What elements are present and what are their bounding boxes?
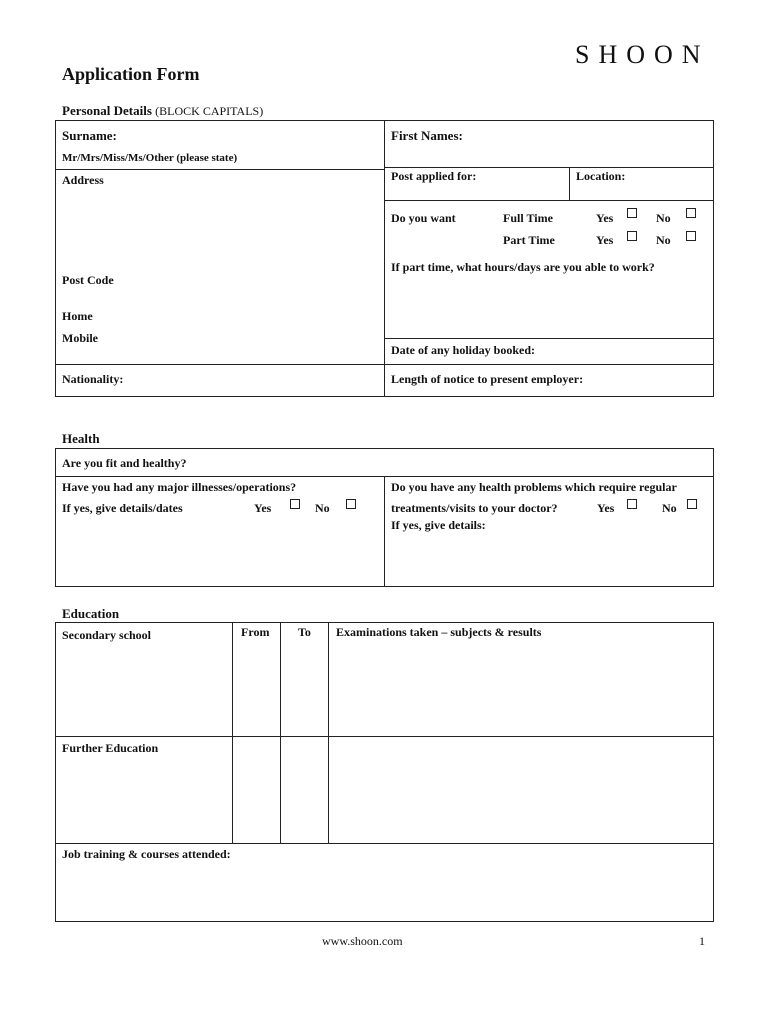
job-training-label: Job training & courses attended:	[62, 847, 231, 861]
illness-question: Have you had any major illnesses/operations?	[62, 480, 297, 494]
part-time-no-checkbox[interactable]	[686, 231, 696, 241]
surname-label: Surname:	[62, 128, 117, 143]
further-education-label: Further Education	[62, 741, 159, 755]
secondary-school-label: Secondary school	[62, 628, 152, 642]
personal-heading-note: (BLOCK CAPITALS)	[155, 104, 264, 118]
education-line-2	[55, 843, 714, 844]
personal-line-right-3	[384, 338, 714, 339]
health-heading: Health	[62, 431, 100, 446]
home-phone-label: Home	[62, 309, 93, 323]
personal-line-right-1	[384, 167, 714, 168]
part-time-hours-question: If part time, what hours/days are you able to work?	[391, 260, 655, 274]
footer-url: www.shoon.com	[322, 934, 403, 948]
part-time-yes-checkbox[interactable]	[627, 231, 637, 241]
full-time-no-checkbox[interactable]	[686, 208, 696, 218]
education-divider-3	[328, 622, 329, 843]
do-you-want-label: Do you want	[391, 211, 456, 225]
personal-line-right-2	[384, 200, 714, 201]
education-divider-2	[280, 622, 281, 843]
mobile-label: Mobile	[62, 331, 98, 345]
health-problems-question-2: treatments/visits to your doctor?	[391, 501, 558, 515]
education-table	[55, 622, 714, 922]
illness-no-checkbox[interactable]	[346, 499, 356, 509]
personal-divider	[384, 120, 385, 397]
health-problems-question-1: Do you have any health problems which require regular	[391, 480, 677, 494]
post-location-divider	[569, 167, 570, 200]
personal-heading-text: Personal Details	[62, 103, 152, 118]
part-time-label: Part Time	[503, 233, 555, 247]
fit-healthy-question: Are you fit and healthy?	[62, 456, 187, 470]
health-problems-yes-checkbox[interactable]	[627, 499, 637, 509]
personal-details-heading	[62, 103, 263, 119]
education-line-1	[55, 736, 714, 737]
nationality-label: Nationality:	[62, 372, 124, 386]
health-problems-yes-label: Yes	[597, 501, 615, 515]
exams-column-header: Examinations taken – subjects & results	[336, 625, 542, 639]
education-divider-1	[232, 622, 233, 843]
personal-line-bottom	[55, 364, 714, 365]
to-column-header: To	[298, 625, 311, 639]
from-column-header: From	[241, 625, 270, 639]
part-time-yes-label: Yes	[596, 233, 614, 247]
first-names-label: First Names:	[391, 128, 463, 143]
location-label: Location:	[576, 169, 626, 183]
page-number: 1	[699, 934, 705, 948]
post-code-label: Post Code	[62, 273, 114, 287]
illness-yes-checkbox[interactable]	[290, 499, 300, 509]
part-time-no-label: No	[656, 233, 671, 247]
full-time-yes-label: Yes	[596, 211, 614, 225]
page-title: Application Form	[62, 64, 200, 84]
illness-yes-label: Yes	[254, 501, 272, 515]
holiday-label: Date of any holiday booked:	[391, 343, 536, 357]
health-problems-no-label: No	[662, 501, 677, 515]
full-time-no-label: No	[656, 211, 671, 225]
address-label: Address	[62, 173, 104, 187]
post-applied-label: Post applied for:	[391, 169, 477, 183]
full-time-yes-checkbox[interactable]	[627, 208, 637, 218]
title-label: Mr/Mrs/Miss/Ms/Other (please state)	[62, 152, 238, 164]
illness-details-label: If yes, give details/dates	[62, 501, 183, 515]
personal-line-left-1	[55, 169, 384, 170]
brand-logo: SHOON	[575, 40, 710, 69]
education-heading: Education	[62, 606, 120, 621]
illness-no-label: No	[315, 501, 330, 515]
health-problems-no-checkbox[interactable]	[687, 499, 697, 509]
notice-label: Length of notice to present employer:	[391, 372, 584, 386]
health-divider	[384, 476, 385, 587]
health-problems-details-label: If yes, give details:	[391, 518, 486, 532]
full-time-label: Full Time	[503, 211, 553, 225]
